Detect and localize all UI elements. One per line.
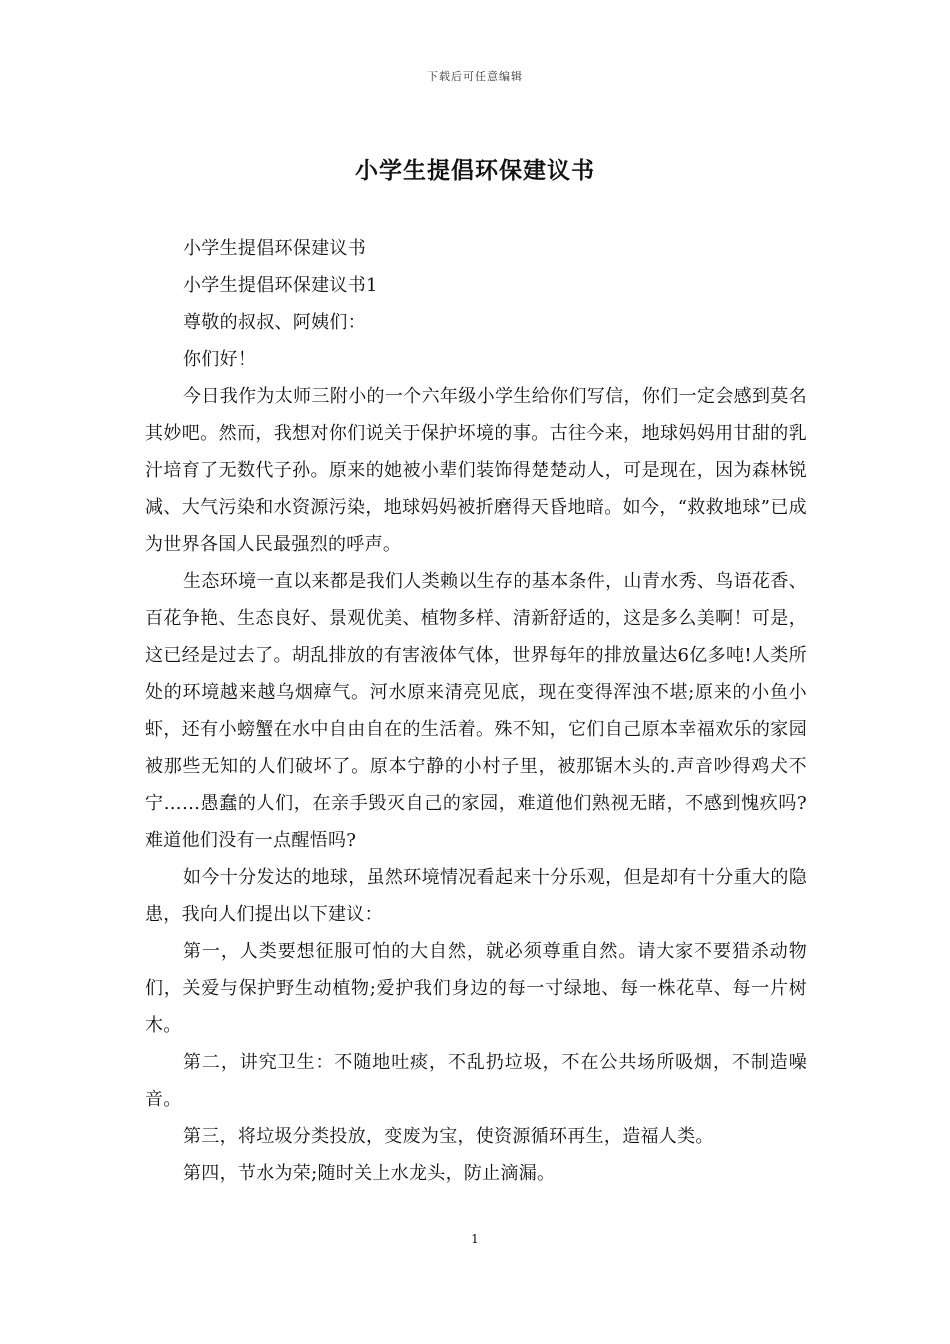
paragraph-salutation: 尊敬的叔叔、阿姨们： — [183, 312, 366, 333]
document-title: 小学生提倡环保建议书 — [355, 157, 595, 184]
paragraph-suggestion-3: 第三，将垃圾分类投放，变废为宝，使资源循环再生，造福人类。 — [183, 1126, 714, 1147]
header-note: 下载后可任意编辑 — [427, 70, 523, 83]
document-body — [145, 230, 807, 1192]
paragraph-body-2: 生态环境一直以来都是我们人类赖以生存的基本条件，山青水秀、鸟语花香、百花争艳、生态良好、景观优美、植物多样、清新舒适的，这是多么美啊！可是，这已经是过去了。胡乱排放的有害液体气体，世界每年的排放量达6亿多吨!人类所处的环境越来越乌烟瘴气。河水原来清亮见底，现在变得浑浊不堪;原来的小鱼小虾，还有小螃蟹在水中自由自在的生活着。殊不知，它们自己原本幸福欢乐的家园被那些无知的人们破坏了。原本宁静的小村子里，被那锯木头的.声音吵得鸡犬不宁……愚蠢的人们，在亲手毁灭自己的家园，难道他们熟视无睹，不感到愧疚吗?难道他们没有一点醒悟吗? — [145, 571, 807, 851]
paragraph-subtitle: 小学生提倡环保建议书 — [183, 238, 366, 259]
page-number: 1 — [471, 1232, 479, 1246]
paragraph-suggestion-2: 第二，讲究卫生：不随地吐痰，不乱扔垃圾，不在公共场所吸烟，不制造噪音。 — [145, 1052, 807, 1110]
paragraph-body-1: 今日我作为太师三附小的一个六年级小学生给你们写信，你们一定会感到莫名其妙吧。然而，我想对你们说关于保护坏境的事。古往今来，地球妈妈用甘甜的乳汁培育了无数代子孙。原来的她被小辈们装饰得楚楚动人，可是现在，因为森林锐减、大气污染和水资源污染，地球妈妈被折磨得天昏地暗。如今，“救救地球”已成为世界各国人民最强烈的呼声。 — [145, 386, 807, 555]
paragraph-body-3: 如今十分发达的地球，虽然环境情况看起来十分乐观，但是却有十分重大的隐患，我向人们提出以下建议： — [145, 867, 807, 925]
paragraph-suggestion-4: 第四，节水为荣;随时关上水龙头，防止滴漏。 — [183, 1163, 556, 1184]
paragraph-section-heading: 小学生提倡环保建议书1 — [183, 275, 378, 296]
paragraph-suggestion-1: 第一，人类要想征服可怕的大自然，就必须尊重自然。请大家不要猎杀动物们，关爱与保护野生动植物;爱护我们身边的每一寸绿地、每一株花草、每一片树木。 — [145, 941, 807, 1036]
paragraph-greeting: 你们好！ — [183, 349, 257, 370]
